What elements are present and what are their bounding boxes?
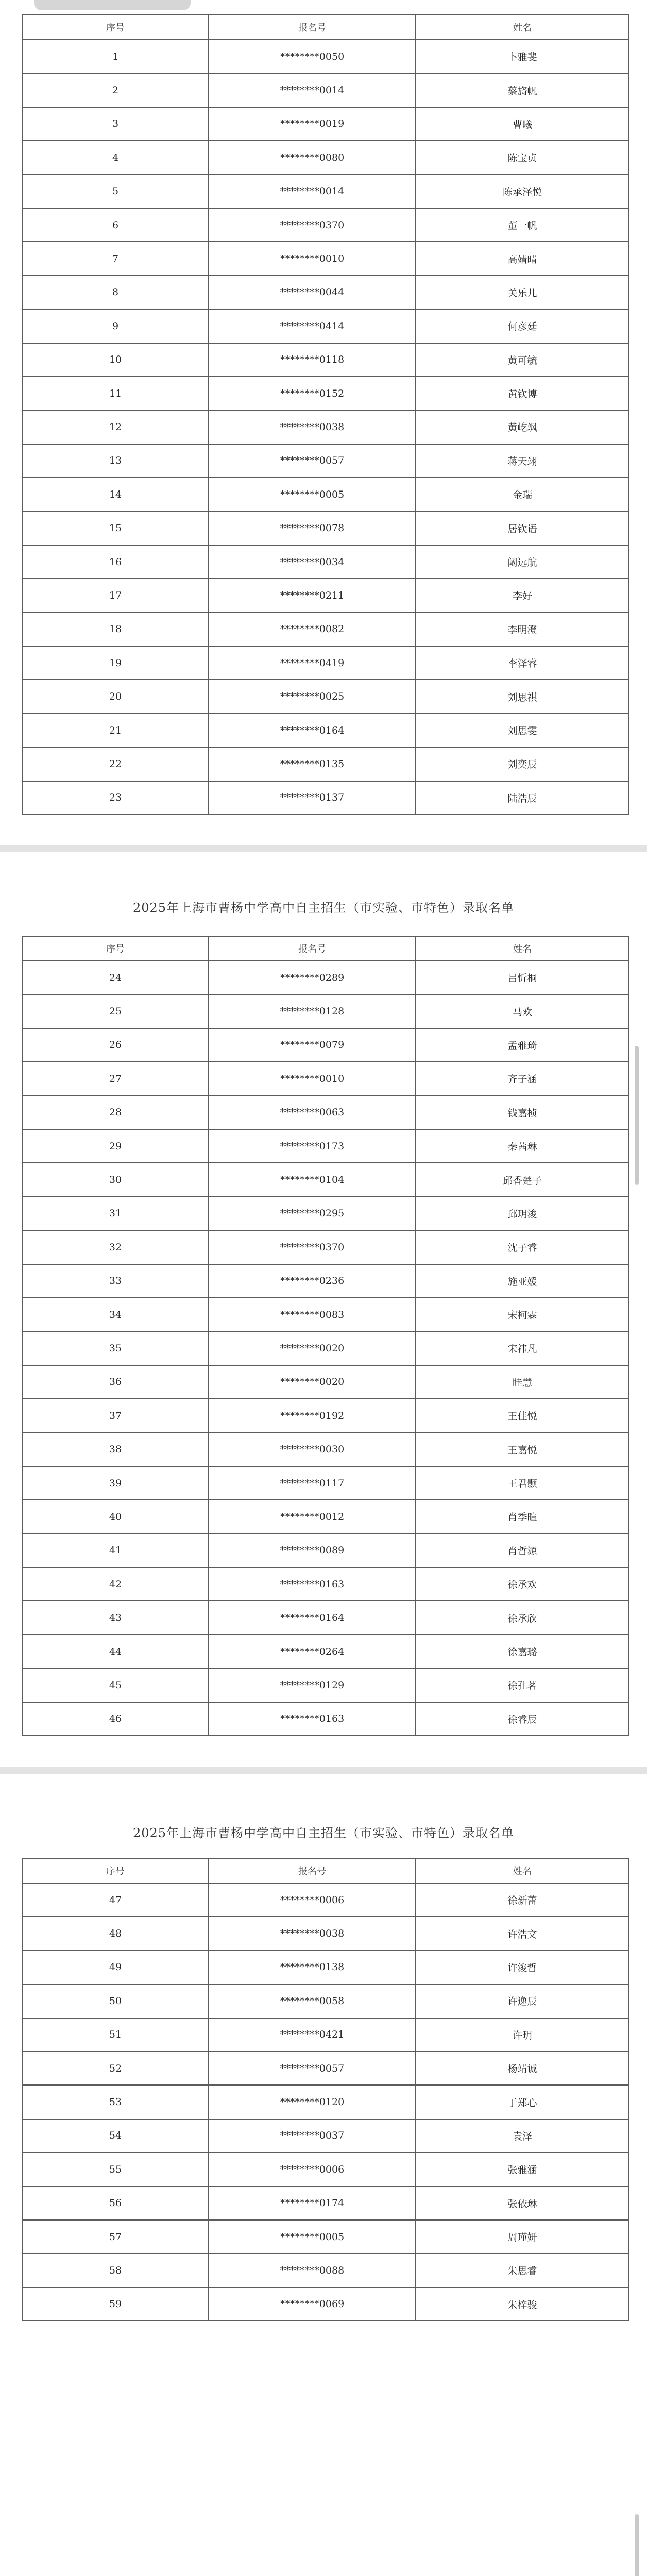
cell-reg-no: ********0058 <box>209 1984 416 2018</box>
cell-reg-no: ********0083 <box>209 1298 416 1331</box>
cell-index: 49 <box>22 1951 209 1984</box>
table-header-row <box>22 1858 629 1883</box>
table-header-row <box>22 15 629 40</box>
cell-index: 24 <box>22 961 209 994</box>
cell-reg-no: ********0057 <box>209 444 416 478</box>
cell-name: 孟雅琦 <box>416 1028 629 1062</box>
scrollbar-thumb[interactable] <box>635 1046 639 1185</box>
cell-index: 21 <box>22 714 209 747</box>
table-row <box>22 680 629 713</box>
cell-index: 10 <box>22 343 209 377</box>
cell-index: 20 <box>22 680 209 713</box>
cell-index: 44 <box>22 1635 209 1668</box>
cell-name: 王君颢 <box>416 1466 629 1500</box>
cell-reg-no: ********0020 <box>209 1331 416 1365</box>
cell-name: 陆浩辰 <box>416 781 629 815</box>
cell-index: 14 <box>22 478 209 511</box>
cell-index: 18 <box>22 613 209 646</box>
table-row <box>22 1298 629 1331</box>
table-row <box>22 1028 629 1062</box>
table-row <box>22 1230 629 1264</box>
cell-index: 4 <box>22 141 209 174</box>
cell-name: 蔡旖帆 <box>416 73 629 107</box>
cell-index: 8 <box>22 276 209 309</box>
cell-reg-no: ********0129 <box>209 1668 416 1702</box>
cell-index: 53 <box>22 2085 209 2119</box>
cell-name: 施亚媛 <box>416 1264 629 1298</box>
table-row <box>22 1917 629 1950</box>
cell-reg-no: ********0030 <box>209 1432 416 1466</box>
cell-index: 52 <box>22 2052 209 2085</box>
cell-reg-no: ********0089 <box>209 1534 416 1567</box>
table-row <box>22 747 629 781</box>
cell-reg-no: ********0152 <box>209 377 416 410</box>
table-row <box>22 781 629 815</box>
admission-table <box>22 1858 629 2321</box>
cell-name: 陈承泽悦 <box>416 175 629 208</box>
cell-index: 13 <box>22 444 209 478</box>
table-row <box>22 107 629 141</box>
cell-index: 11 <box>22 377 209 410</box>
table-row <box>22 1331 629 1365</box>
cell-index: 19 <box>22 646 209 680</box>
cell-reg-no: ********0295 <box>209 1197 416 1230</box>
cell-name: 马欢 <box>416 994 629 1028</box>
cell-name: 徐孔茗 <box>416 1668 629 1702</box>
cell-reg-no: ********0138 <box>209 1951 416 1984</box>
cell-index: 25 <box>22 994 209 1028</box>
cell-name: 居钦语 <box>416 511 629 545</box>
header-reg-no: 报名号 <box>209 15 416 40</box>
table-row <box>22 2153 629 2186</box>
cell-index: 16 <box>22 545 209 579</box>
table-row <box>22 613 629 646</box>
table-row <box>22 208 629 242</box>
cell-name: 卜雅斐 <box>416 40 629 73</box>
cell-index: 2 <box>22 73 209 107</box>
cell-name: 何彦廷 <box>416 309 629 343</box>
cell-reg-no: ********0050 <box>209 40 416 73</box>
cell-reg-no: ********0164 <box>209 1601 416 1634</box>
cell-name: 眭慧 <box>416 1365 629 1399</box>
cell-reg-no: ********0289 <box>209 961 416 994</box>
table-row <box>22 2220 629 2253</box>
cell-reg-no: ********0005 <box>209 2220 416 2253</box>
cell-name: 李泽睿 <box>416 646 629 680</box>
cell-index: 31 <box>22 1197 209 1230</box>
table-row <box>22 1432 629 1466</box>
table-row <box>22 2187 629 2220</box>
cell-name: 徐嘉璐 <box>416 1635 629 1668</box>
table-row <box>22 545 629 579</box>
table-row <box>22 141 629 174</box>
cell-name: 朱梓骏 <box>416 2287 629 2321</box>
table-row <box>22 1601 629 1634</box>
page-1 <box>0 0 647 845</box>
cell-name: 李好 <box>416 579 629 612</box>
cell-name: 陈宝贞 <box>416 141 629 174</box>
cell-reg-no: ********0044 <box>209 276 416 309</box>
cell-reg-no: ********0079 <box>209 1028 416 1062</box>
cell-name: 肖哲源 <box>416 1534 629 1567</box>
table-row <box>22 1883 629 1917</box>
cell-index: 51 <box>22 2018 209 2052</box>
table-row <box>22 994 629 1028</box>
table-header-row <box>22 936 629 961</box>
table-row <box>22 1534 629 1567</box>
cell-reg-no: ********0034 <box>209 545 416 579</box>
cell-name: 刘奕辰 <box>416 747 629 781</box>
cell-name: 宋祎凡 <box>416 1331 629 1365</box>
cell-index: 59 <box>22 2287 209 2321</box>
cell-name: 李明澄 <box>416 613 629 646</box>
cell-name: 黄钦博 <box>416 377 629 410</box>
cell-reg-no: ********0236 <box>209 1264 416 1298</box>
table-row <box>22 1197 629 1230</box>
table-row <box>22 276 629 309</box>
table-row <box>22 2119 629 2153</box>
cell-reg-no: ********0135 <box>209 747 416 781</box>
table-row <box>22 1951 629 1984</box>
cell-index: 35 <box>22 1331 209 1365</box>
cell-name: 肖季暄 <box>416 1500 629 1533</box>
table-row <box>22 1062 629 1095</box>
cell-name: 许浚哲 <box>416 1951 629 1984</box>
cell-index: 54 <box>22 2119 209 2153</box>
cell-reg-no: ********0088 <box>209 2253 416 2287</box>
cell-reg-no: ********0019 <box>209 107 416 141</box>
cell-reg-no: ********0192 <box>209 1399 416 1432</box>
table-row <box>22 410 629 444</box>
cell-reg-no: ********0137 <box>209 781 416 815</box>
cell-reg-no: ********0120 <box>209 2085 416 2119</box>
table-row <box>22 1702 629 1736</box>
cell-index: 22 <box>22 747 209 781</box>
cell-index: 45 <box>22 1668 209 1702</box>
table-row <box>22 511 629 545</box>
table-row <box>22 1466 629 1500</box>
cell-name: 王嘉悦 <box>416 1432 629 1466</box>
cell-index: 56 <box>22 2187 209 2220</box>
table-row <box>22 1500 629 1533</box>
cell-index: 12 <box>22 410 209 444</box>
cell-index: 32 <box>22 1230 209 1264</box>
table-row <box>22 73 629 107</box>
cell-index: 9 <box>22 309 209 343</box>
cell-reg-no: ********0370 <box>209 1230 416 1264</box>
cell-name: 邱香楚子 <box>416 1163 629 1196</box>
page-2 <box>0 852 647 1769</box>
cell-reg-no: ********0163 <box>209 1702 416 1736</box>
cell-reg-no: ********0078 <box>209 511 416 545</box>
cell-index: 28 <box>22 1096 209 1129</box>
cell-reg-no: ********0082 <box>209 613 416 646</box>
page-divider <box>0 845 647 852</box>
cell-name: 徐新蕾 <box>416 1883 629 1917</box>
cell-index: 46 <box>22 1702 209 1736</box>
cell-name: 许玥 <box>416 2018 629 2052</box>
table-row <box>22 1399 629 1432</box>
cell-index: 38 <box>22 1432 209 1466</box>
table-row <box>22 961 629 994</box>
table-row <box>22 1365 629 1399</box>
cell-index: 48 <box>22 1917 209 1950</box>
table-row <box>22 1635 629 1668</box>
cell-reg-no: ********0057 <box>209 2052 416 2085</box>
scrollbar-thumb[interactable] <box>635 2514 639 2576</box>
admission-table <box>22 14 629 815</box>
cell-name: 钱嘉桢 <box>416 1096 629 1129</box>
page-title: 2025年上海市曹杨中学高中自主招生（市实验、市特色）录取名单 <box>132 901 515 915</box>
cell-reg-no: ********0020 <box>209 1365 416 1399</box>
table-row <box>22 1264 629 1298</box>
cell-index: 23 <box>22 781 209 815</box>
cell-index: 29 <box>22 1129 209 1163</box>
cell-name: 徐承欣 <box>416 1601 629 1634</box>
cell-name: 高婧晴 <box>416 242 629 275</box>
header-index: 序号 <box>22 1858 209 1883</box>
cell-index: 33 <box>22 1264 209 1298</box>
cell-index: 6 <box>22 208 209 242</box>
cell-index: 55 <box>22 2153 209 2186</box>
cell-name: 金瑞 <box>416 478 629 511</box>
cell-index: 26 <box>22 1028 209 1062</box>
cell-reg-no: ********0174 <box>209 2187 416 2220</box>
cell-name: 刘思雯 <box>416 714 629 747</box>
page-divider <box>0 1767 647 1774</box>
cell-reg-no: ********0264 <box>209 1635 416 1668</box>
cell-name: 王佳悦 <box>416 1399 629 1432</box>
cell-reg-no: ********0038 <box>209 1917 416 1950</box>
table-row <box>22 40 629 73</box>
table-row <box>22 1567 629 1601</box>
cell-reg-no: ********0038 <box>209 410 416 444</box>
cell-name: 朱思睿 <box>416 2253 629 2287</box>
cell-reg-no: ********0069 <box>209 2287 416 2321</box>
cell-index: 5 <box>22 175 209 208</box>
table-row <box>22 714 629 747</box>
cell-index: 58 <box>22 2253 209 2287</box>
header-reg-no: 报名号 <box>209 936 416 961</box>
cell-reg-no: ********0421 <box>209 2018 416 2052</box>
cell-reg-no: ********0414 <box>209 309 416 343</box>
cell-reg-no: ********0014 <box>209 73 416 107</box>
cell-name: 沈子睿 <box>416 1230 629 1264</box>
header-index: 序号 <box>22 15 209 40</box>
cell-reg-no: ********0005 <box>209 478 416 511</box>
cell-reg-no: ********0104 <box>209 1163 416 1196</box>
cell-reg-no: ********0173 <box>209 1129 416 1163</box>
cell-index: 37 <box>22 1399 209 1432</box>
cell-reg-no: ********0128 <box>209 994 416 1028</box>
header-reg-no: 报名号 <box>209 1858 416 1883</box>
cell-index: 43 <box>22 1601 209 1634</box>
cell-index: 30 <box>22 1163 209 1196</box>
table-row <box>22 1163 629 1196</box>
table-row <box>22 2052 629 2085</box>
cell-index: 57 <box>22 2220 209 2253</box>
table-row <box>22 1984 629 2018</box>
cell-reg-no: ********0025 <box>209 680 416 713</box>
admission-table <box>22 936 629 1736</box>
cell-name: 于郑心 <box>416 2085 629 2119</box>
table-row <box>22 2253 629 2287</box>
cell-index: 36 <box>22 1365 209 1399</box>
cell-name: 邱玥浚 <box>416 1197 629 1230</box>
cell-name: 徐承欢 <box>416 1567 629 1601</box>
cell-name: 蒋天翊 <box>416 444 629 478</box>
cell-index: 42 <box>22 1567 209 1601</box>
cell-name: 许逸辰 <box>416 1984 629 2018</box>
cell-reg-no: ********0419 <box>209 646 416 680</box>
cell-index: 15 <box>22 511 209 545</box>
cell-reg-no: ********0080 <box>209 141 416 174</box>
table-row <box>22 646 629 680</box>
cell-index: 7 <box>22 242 209 275</box>
page-3 <box>0 1774 647 2576</box>
cell-reg-no: ********0037 <box>209 2119 416 2153</box>
header-name: 姓名 <box>416 936 629 961</box>
table-row <box>22 377 629 410</box>
table-row <box>22 2085 629 2119</box>
table-row <box>22 1096 629 1129</box>
cell-reg-no: ********0118 <box>209 343 416 377</box>
cell-name: 秦茜琳 <box>416 1129 629 1163</box>
cell-reg-no: ********0014 <box>209 175 416 208</box>
cell-reg-no: ********0117 <box>209 1466 416 1500</box>
cell-index: 3 <box>22 107 209 141</box>
table-row <box>22 1668 629 1702</box>
table-row <box>22 478 629 511</box>
cell-index: 17 <box>22 579 209 612</box>
cell-reg-no: ********0370 <box>209 208 416 242</box>
table-row <box>22 309 629 343</box>
cell-name: 董一帆 <box>416 208 629 242</box>
cell-name: 曹曦 <box>416 107 629 141</box>
cell-reg-no: ********0211 <box>209 579 416 612</box>
cell-name: 杨靖诚 <box>416 2052 629 2085</box>
cell-index: 1 <box>22 40 209 73</box>
cell-name: 张依琳 <box>416 2187 629 2220</box>
cell-name: 黄屹飒 <box>416 410 629 444</box>
cell-index: 50 <box>22 1984 209 2018</box>
cell-index: 40 <box>22 1500 209 1533</box>
cell-name: 许浩文 <box>416 1917 629 1950</box>
cell-reg-no: ********0012 <box>209 1500 416 1533</box>
cell-name: 吕忻桐 <box>416 961 629 994</box>
cell-reg-no: ********0164 <box>209 714 416 747</box>
table-row <box>22 444 629 478</box>
table-row <box>22 2018 629 2052</box>
cell-name: 黄可毓 <box>416 343 629 377</box>
cell-index: 34 <box>22 1298 209 1331</box>
cell-name: 徐睿辰 <box>416 1702 629 1736</box>
cell-name: 刘思祺 <box>416 680 629 713</box>
table-row <box>22 1129 629 1163</box>
cell-name: 关乐儿 <box>416 276 629 309</box>
cell-reg-no: ********0006 <box>209 1883 416 1917</box>
table-row <box>22 579 629 612</box>
page-title: 2025年上海市曹杨中学高中自主招生（市实验、市特色）录取名单 <box>132 1826 515 1840</box>
cell-reg-no: ********0010 <box>209 242 416 275</box>
table-row <box>22 175 629 208</box>
table-row <box>22 343 629 377</box>
cell-index: 47 <box>22 1883 209 1917</box>
cell-reg-no: ********0063 <box>209 1096 416 1129</box>
cell-reg-no: ********0006 <box>209 2153 416 2186</box>
table-row <box>22 2287 629 2321</box>
cell-name: 阚远航 <box>416 545 629 579</box>
header-name: 姓名 <box>416 1858 629 1883</box>
cell-name: 张雅涵 <box>416 2153 629 2186</box>
table-row <box>22 242 629 275</box>
cell-name: 齐子涵 <box>416 1062 629 1095</box>
cell-index: 41 <box>22 1534 209 1567</box>
cell-reg-no: ********0163 <box>209 1567 416 1601</box>
cell-name: 周瑾妍 <box>416 2220 629 2253</box>
cell-name: 袁泽 <box>416 2119 629 2153</box>
header-index: 序号 <box>22 936 209 961</box>
cell-index: 39 <box>22 1466 209 1500</box>
cell-index: 27 <box>22 1062 209 1095</box>
cell-reg-no: ********0010 <box>209 1062 416 1095</box>
header-name: 姓名 <box>416 15 629 40</box>
cell-name: 宋柯霖 <box>416 1298 629 1331</box>
